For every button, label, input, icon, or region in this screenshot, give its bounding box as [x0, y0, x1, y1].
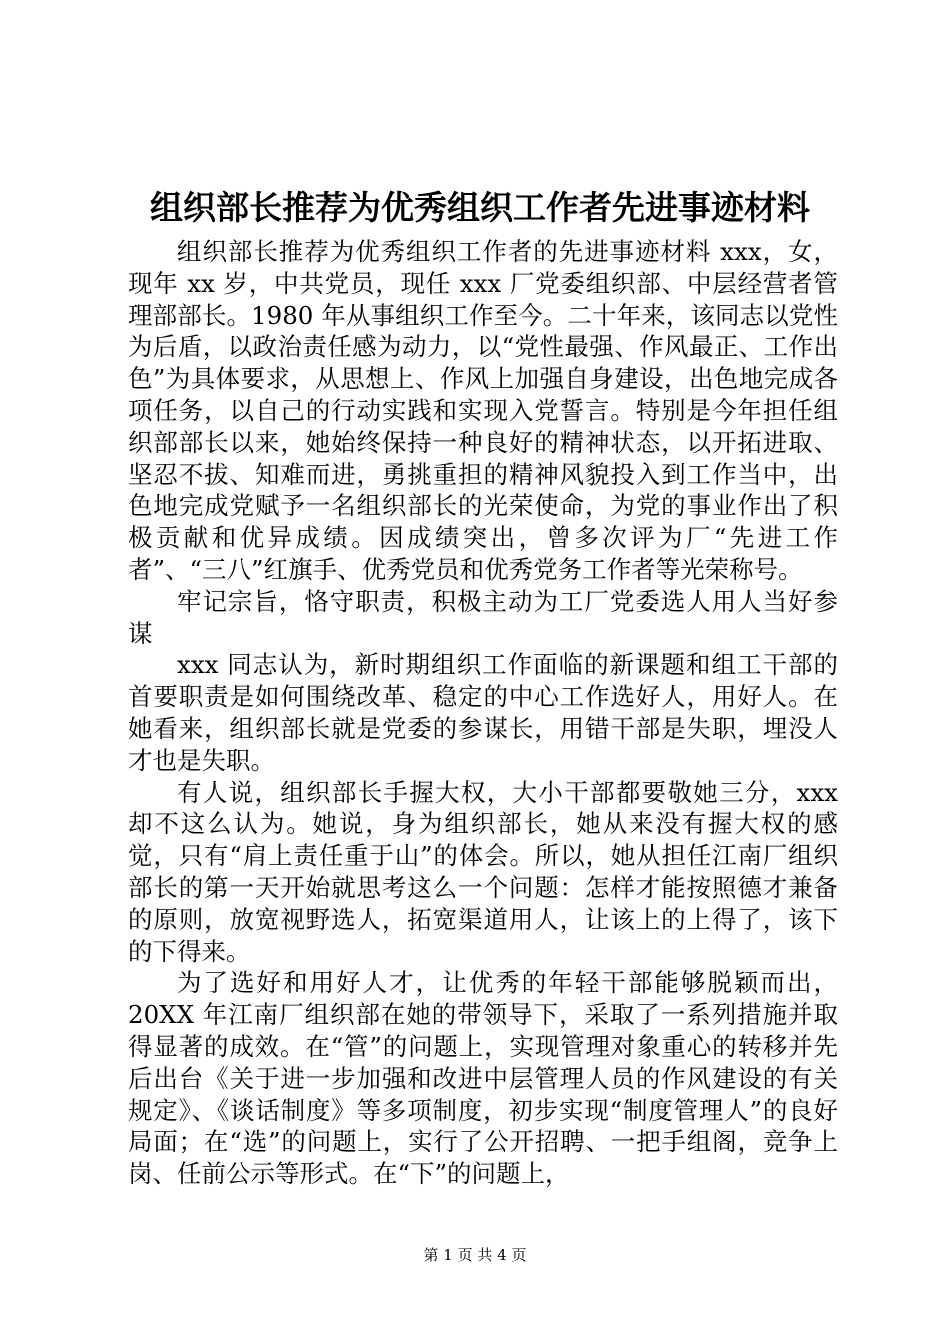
page-number-footer: 第 1 页 共 4 页	[423, 1246, 527, 1264]
paragraph-power-view: 有人说，组织部长手握大权，大小干部都要敬她三分，xxx 却不这么认为。她说，身为组织部长，她从来没有握大权的感觉，只有“肩上责任重于山”的体会。所以，她从担任江南厂组织部长的第一天开始就思考这么一个问题：怎样才能按照德才兼备的原则，放宽视野选人，拓宽渠道用人，让该上的上得了，该下的下得来。	[128, 777, 838, 966]
paragraph-measures: 为了选好和用好人才，让优秀的年轻干部能够脱颖而出，20XX 年江南厂组织部在她的带领导下，采取了一系列措施并取得显著的成效。在“管”的问题上，实现管理对象重心的转移并先后出台《关于进一步加强和改进中层管理人员的作风建设的有关规定》、《谈话制度》等多项制度，初步实现“制度管理人”的良好局面；在“选”的问题上，实行了公开招聘、一把手组阁，竞争上岗、任前公示等形式。在“下”的问题上，	[128, 968, 838, 1189]
paragraph-responsibility: xxx 同志认为，新时期组织工作面临的新课题和组工干部的首要职责是如何围绕改革、稳定的中心工作选好人，用好人。在她看来，组织部长就是党委的参谋长，用错干部是失职，埋没人才也是失职。	[128, 650, 838, 775]
document-title: 组织部长推荐为优秀组织工作者先进事迹材料	[150, 188, 810, 227]
paragraph-section-heading: 牢记宗旨，恪守职责，积极主动为工厂党委选人用人当好参谋	[128, 586, 838, 648]
document-body	[128, 236, 838, 1190]
paragraph-intro: 组织部长推荐为优秀组织工作者的先进事迹材料 xxx，女，现年 xx 岁，中共党员，现任 xxx 厂党委组织部、中层经营者管理部部长。1980 年从事组织工作至今。二十年来，该同志以党性为后盾，以政治责任感为动力，以“党性最强、作风最正、工作出色”为具体要求，从思想上、作风上加强自身建设，出色地完成各项任务，以自己的行动实践和实现入党誓言。特别是今年担任组织部部长以来，她始终保持一种良好的精神状态，以开拓进取、坚忍不拔、知难而进，勇挑重担的精神风貌投入到工作当中，出色地完成党赋予一名组织部长的光荣使命，为党的事业作出了积极贡献和优异成绩。因成绩突出，曾多次评为厂“先进工作者”、“三八”红旗手、优秀党员和优秀党务工作者等光荣称号。	[128, 237, 838, 584]
